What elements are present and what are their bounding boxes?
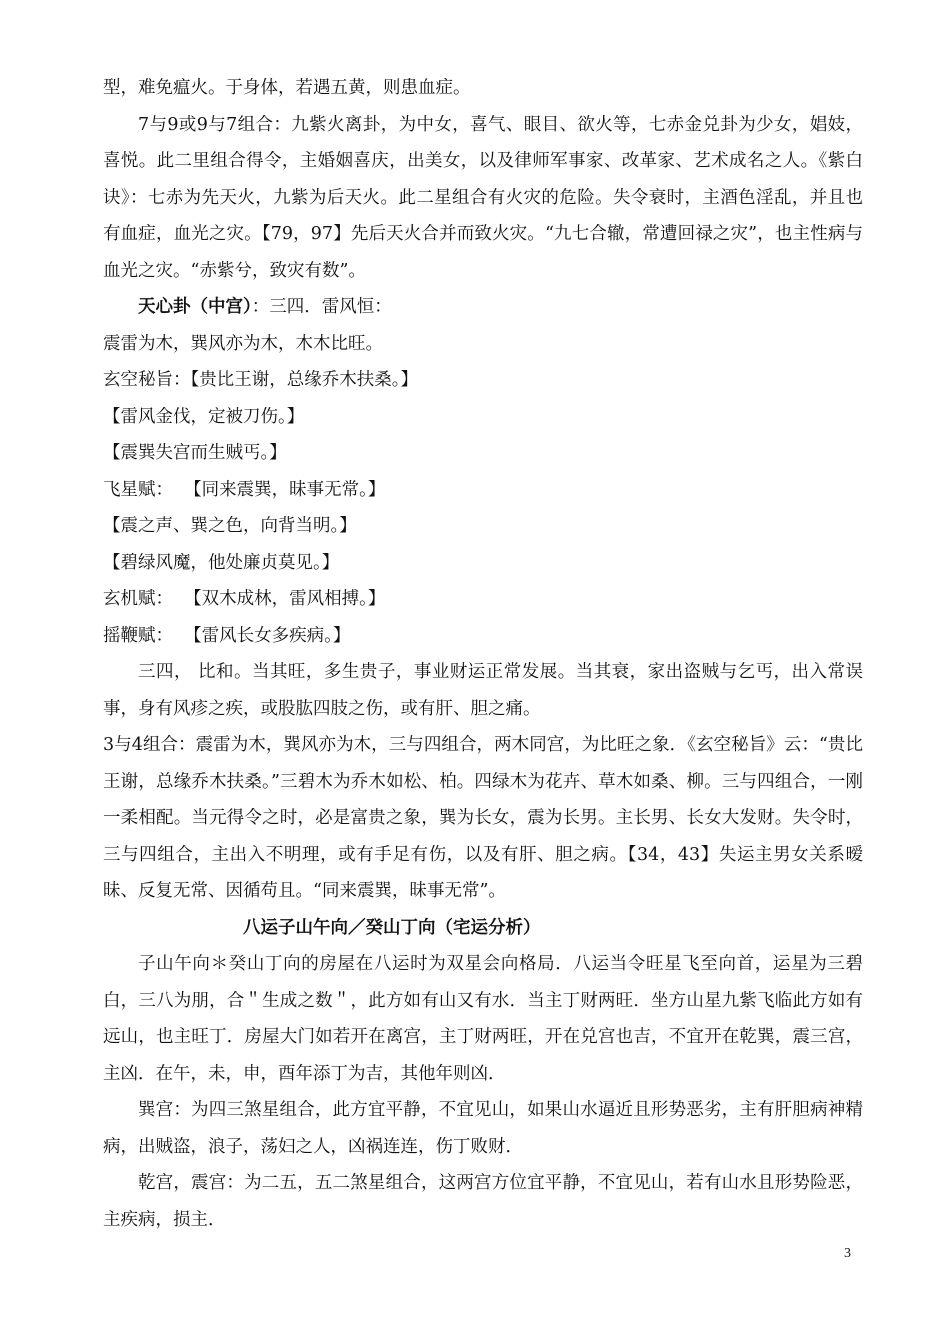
paragraph-three-four-bihe: 三四， 比和。当其旺，多生贵子，事业财运正常发展。当其衰，家出盗贼与乞丐，出入常误事，身有风疹之疾，或股肱四肢之伤，或有肝、胆之痛。: [103, 662, 863, 719]
line-zhen-sheng-xun-se: 【震之声、巽之色，向背当明。】: [103, 516, 357, 536]
page-content: [103, 70, 863, 1238]
line-xuanjifu: 玄机赋： 【双木成林，雷风相搏。】: [103, 589, 386, 609]
paragraph-xun-palace: 巽宫：为四三煞星组合，此方宜平静，不宜见山，如果山水逼近且形势恶劣，主有肝胆病神精病，出贼盗，浪子，荡妇之人，凶祸连连，伤丁败财．: [103, 1100, 863, 1157]
paragraph-qian-zhen-palace: 乾宫，震宫：为二五，五二煞星组合，这两宫方位宜平静，不宜见山，若有山水且形势险恶，主疾病，损主．: [103, 1173, 863, 1230]
line-zhenxun-shigong: 【震巽失宫而生贼丐。】: [103, 443, 287, 463]
tianxin-heading-line: [103, 289, 863, 326]
page-number: 3: [844, 1246, 851, 1261]
paragraph-7-9-combination: 7与9或9与7组合：九紫火离卦，为中女，喜气、眼目、欲火等，七赤金兑卦为少女，娼妓，喜悦。此二里组合得令，主婚姻喜庆，出美女，以及律师军事家、改革家、艺术成名之人。《紫白诀》：七赤为先天火，九紫为后天火。此二星组合有火灾的危险。失令衰时，主酒色淫乱，并且也有血症，血光之灾。【79，97】先后天火合并而致火灾。“九七合辙，常遭回禄之灾”，也主性病与血光之灾。“赤紫兮，致灾有数”。: [103, 114, 863, 281]
line-bilv-fengmo: 【碧绿风魔，他处廉贞莫见。】: [103, 552, 340, 573]
paragraph-3-4-combination: 3与4组合：震雷为木，巽风亦为木，三与四组合，两木同宫，为比旺之象．《玄空秘旨》云：“贵比王谢，总缘乔木扶桑。”三碧木为乔木如松、柏。四绿木为花卉、草木如桑、柳。三与四组合，一刚一柔相配。当元得令之时，必是富贵之象，巽为长女，震为长男。主长男、长女大发财。失令时，三与四组合，主出入不明理，或有手足有伤，以及有肝、胆之病。【34，43】失运主男女关系暧昧、反复无常、因循苟且。“同来震巽，昧事无常”。: [103, 735, 863, 901]
tianxin-heading-rest: ：三四．雷风恒：: [251, 297, 392, 317]
line-yaobianfu: 摇鞭赋： 【雷风长女多疾病。】: [103, 625, 351, 646]
line-zhen-xun-wood: 震雷为木，巽风亦为木，木木比旺。: [103, 333, 383, 354]
tianxin-heading: 天心卦（中宫）: [138, 297, 252, 317]
section-title: 八运子山午向／癸山丁向（宅运分析）: [243, 917, 541, 938]
paragraph-continuation: 型，难免瘟火。于身体，若遇五黄，则患血症。: [103, 78, 471, 98]
paragraph-zishan-wuxiang: 子山午向＊癸山丁向的房屋在八运时为双星会向格局．八运当令旺星飞至向首，运星为三碧白，三八为朋，合＂生成之数＂，此方如有山又有水．当主丁财两旺．坐方山星九紫飞临此方如有远山，也主旺丁．房屋大门如若开在离宫，主丁财两旺，开在兑宫也吉，不宜开在乾巽，震三宫，主凶．在午，未，申，酉年添丁为吉，其他年则凶．: [103, 954, 863, 1084]
line-xuankong-mizhi: 玄空秘旨：【贵比王谢，总缘乔木扶桑。】: [103, 370, 418, 390]
line-leifeng-jinfa: 【雷风金伐，定被刀伤。】: [103, 406, 305, 427]
line-feixingfu: 飞星赋： 【同来震巽，昧事无常。】: [103, 479, 386, 500]
